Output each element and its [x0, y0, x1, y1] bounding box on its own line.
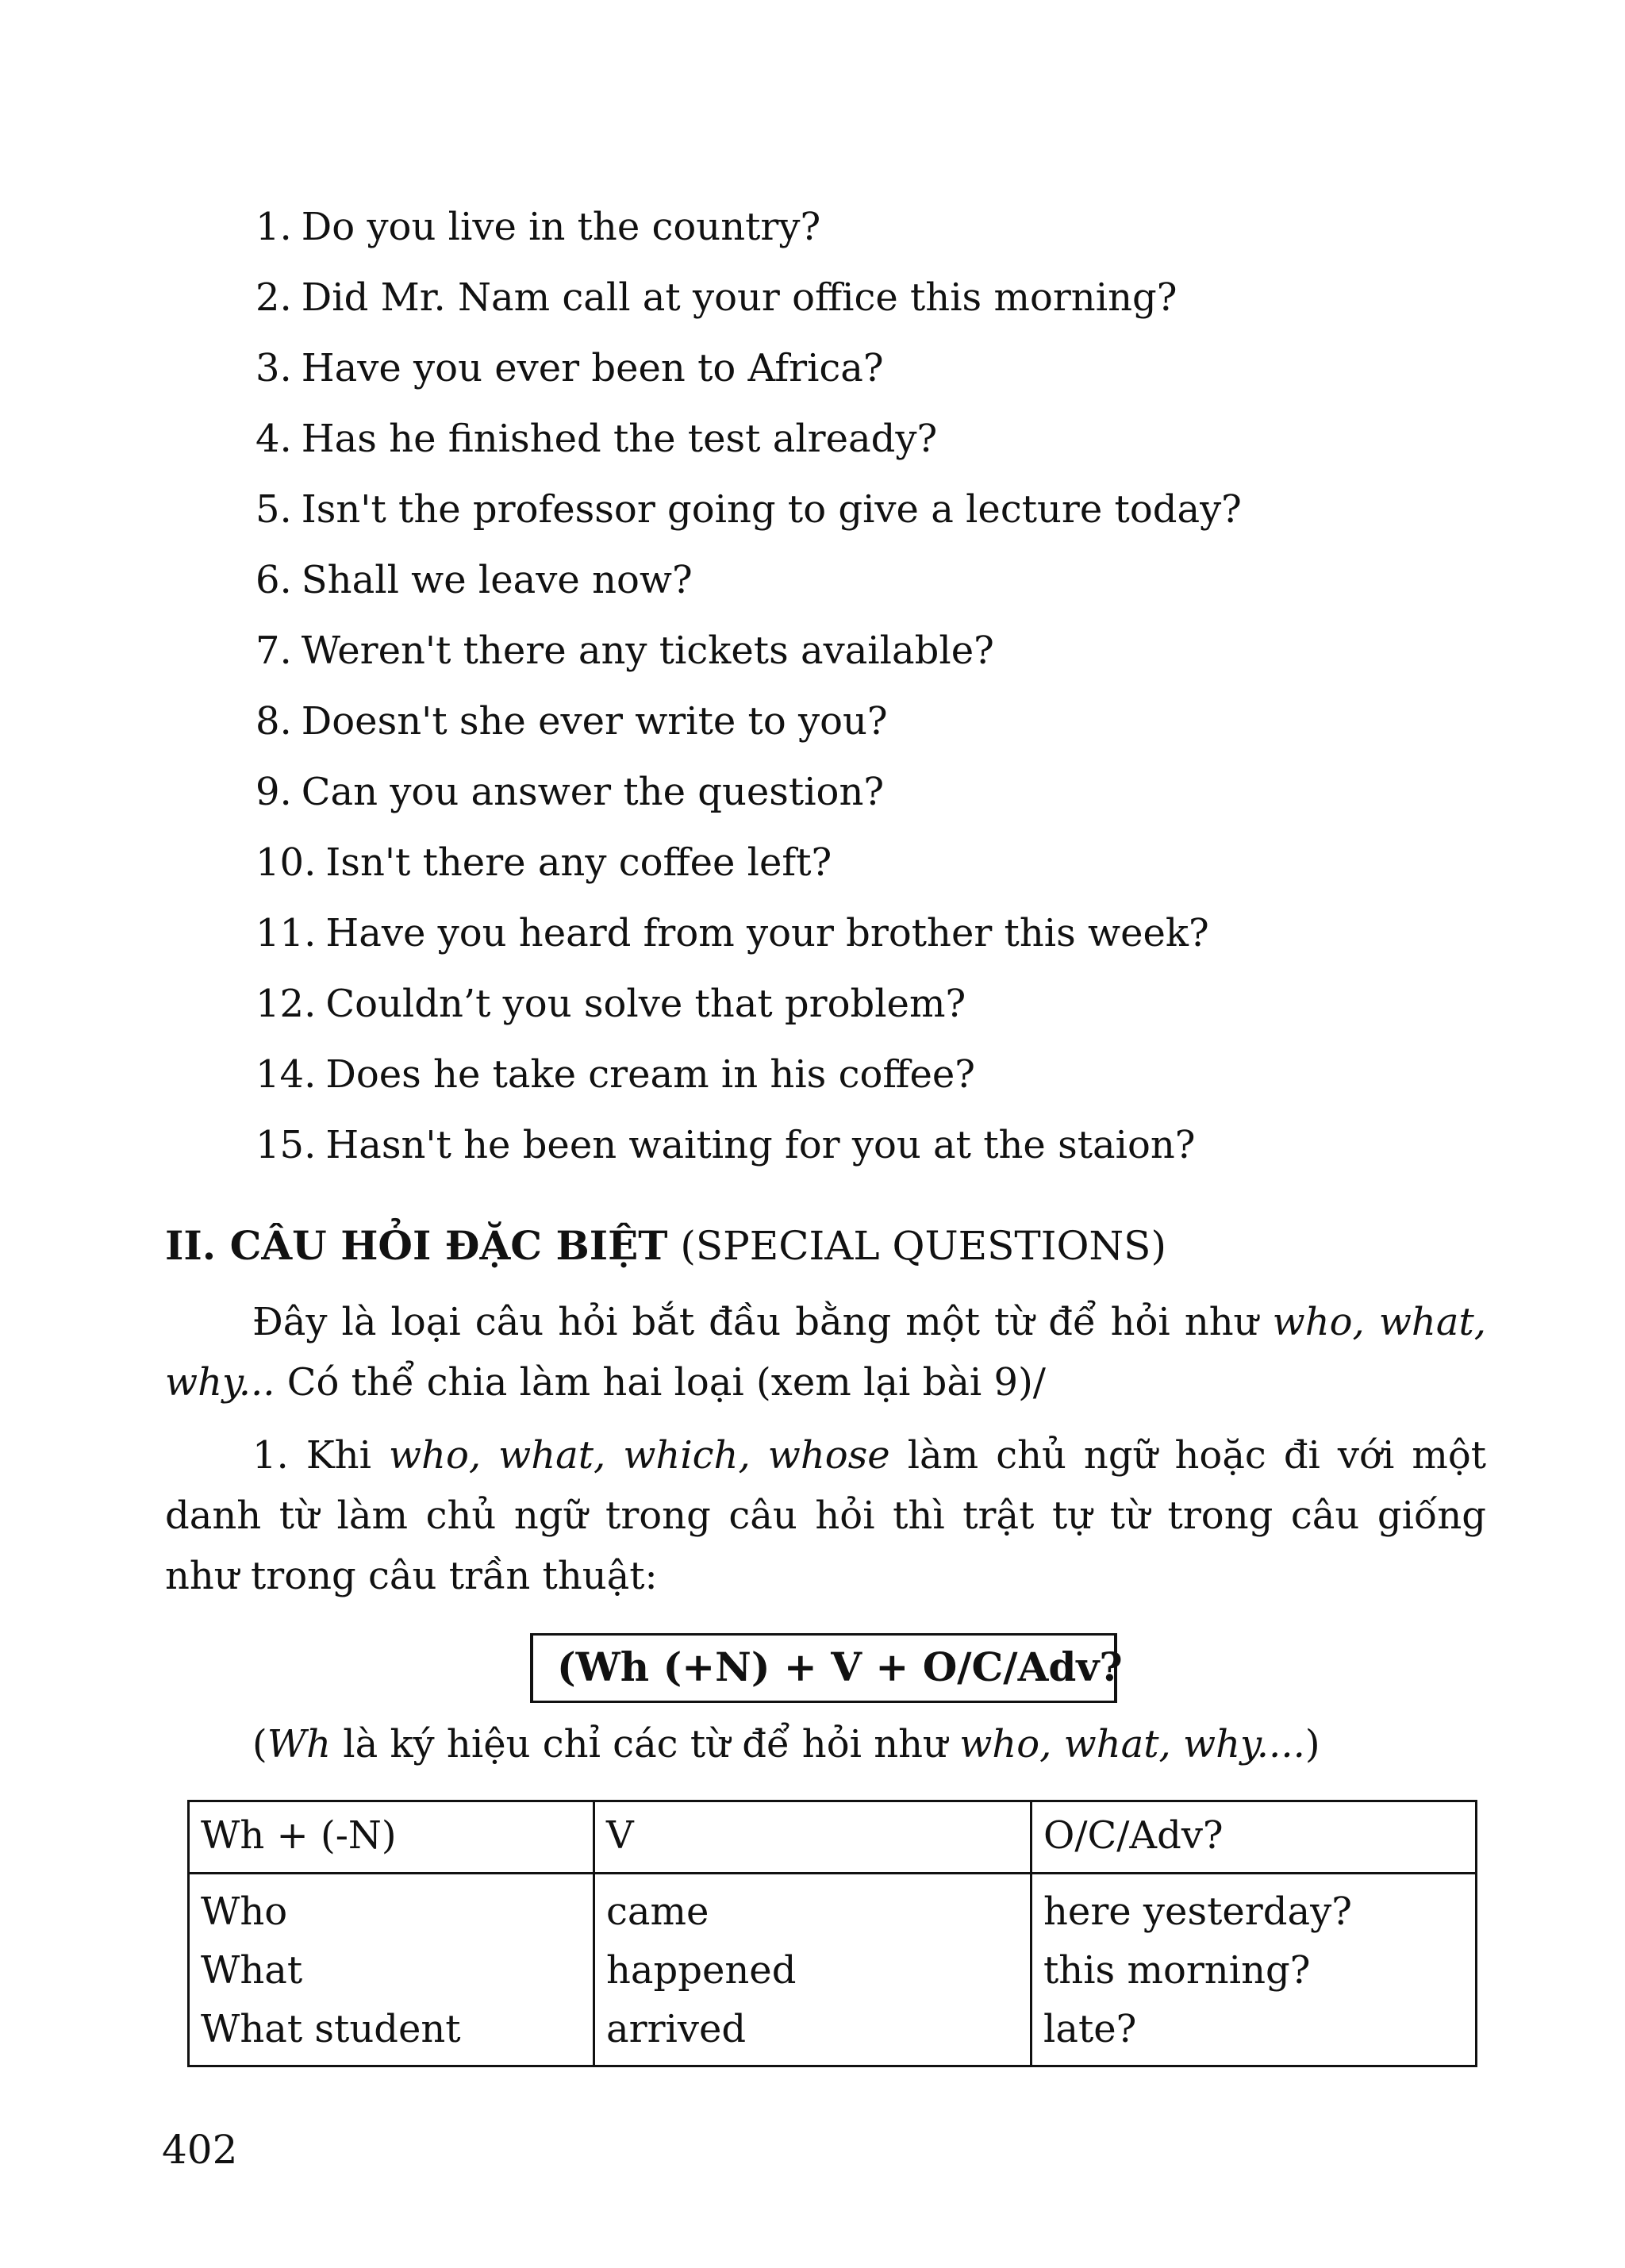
question-list — [255, 192, 1242, 1181]
item-number: 2. — [255, 275, 292, 320]
item-number: 4. — [255, 417, 292, 461]
cell-value: late? — [1043, 2007, 1137, 2051]
item-number: 15. — [255, 1123, 317, 1167]
list-item — [255, 828, 1242, 898]
note-text: ) — [1304, 1722, 1320, 1766]
section-heading-bold: II. CÂU HỎI ĐẶC BIỆT — [165, 1222, 668, 1269]
section-heading-rest: (SPECIAL QUESTIONS) — [667, 1223, 1166, 1269]
cell-value: came — [606, 1889, 709, 1934]
item-text: Isn't the professor going to give a lecture today? — [301, 487, 1242, 532]
paragraph-italic: who, what, which, whose — [388, 1433, 890, 1478]
item-number: 12. — [255, 982, 317, 1026]
item-number: 6. — [255, 558, 292, 602]
item-number: 3. — [255, 346, 292, 390]
list-item — [255, 475, 1242, 545]
cell-value: here yesterday? — [1043, 1889, 1352, 1934]
formula-text: (Wh (+N) + V + O/C/Adv? — [557, 1643, 1123, 1690]
cell-value: this morning? — [1043, 1948, 1311, 1993]
list-item — [255, 1040, 1242, 1110]
item-text: Can you answer the question? — [301, 770, 885, 814]
list-item — [255, 1110, 1242, 1181]
note-text: là ký hiệu chỉ các từ để hỏi như — [330, 1722, 960, 1766]
note-italic: Wh — [267, 1722, 331, 1766]
item-number: 9. — [255, 770, 292, 814]
list-item — [255, 404, 1242, 475]
item-number: 7. — [255, 629, 292, 673]
cell-value: What — [201, 1948, 303, 1993]
item-number: 8. — [255, 699, 292, 744]
list-item — [255, 898, 1242, 969]
item-text: Have you heard from your brother this week? — [325, 911, 1209, 955]
note-text: ( — [252, 1722, 267, 1766]
cell-value: arrived — [606, 2007, 747, 2051]
item-text: Isn't there any coffee left? — [325, 840, 832, 885]
formula-box — [530, 1633, 1123, 1703]
paragraph-text: Đây là loại câu hỏi bắt đầu bằng một từ để hỏi như — [252, 1300, 1273, 1344]
table-row — [189, 1874, 1477, 2066]
paragraph-italic: who, what, why... — [165, 1300, 1486, 1405]
table-cell — [1031, 1874, 1477, 2066]
list-item — [255, 333, 1242, 404]
list-item — [255, 192, 1242, 263]
list-item — [255, 757, 1242, 828]
intro-paragraph — [165, 1292, 1486, 1413]
item-text: Hasn't he been waiting for you at the staion? — [325, 1123, 1196, 1167]
item-text: Shall we leave now? — [301, 558, 693, 602]
item-text: Couldn’t you solve that problem? — [325, 982, 966, 1026]
item-text: Weren't there any tickets available? — [301, 629, 994, 673]
formula-note — [252, 1722, 1320, 1766]
item-number: 14. — [255, 1052, 317, 1097]
item-text: Does he take cream in his coffee? — [325, 1052, 975, 1097]
list-item — [255, 263, 1242, 333]
table-cell — [189, 1874, 594, 2066]
table-header-cell: V — [594, 1801, 1031, 1874]
example-table — [187, 1800, 1477, 2067]
list-item — [255, 545, 1242, 616]
section-heading — [165, 1222, 1166, 1269]
paragraph-text: 1. Khi — [252, 1433, 389, 1478]
list-item — [255, 969, 1242, 1040]
item-text: Do you live in the country? — [301, 205, 821, 249]
item-number: 10. — [255, 840, 317, 885]
item-number: 1. — [255, 205, 292, 249]
table-cell — [594, 1874, 1031, 2066]
rule-paragraph — [165, 1425, 1486, 1606]
cell-value: Who — [201, 1889, 288, 1934]
table-header-row — [189, 1801, 1477, 1874]
item-text: Has he finished the test already? — [301, 417, 938, 461]
cell-value: What student — [201, 2007, 461, 2051]
paragraph-text: Có thể chia làm hai loại (xem lại bài 9)/ — [275, 1360, 1046, 1405]
item-text: Have you ever been to Africa? — [301, 346, 884, 390]
item-text: Did Mr. Nam call at your office this morning? — [301, 275, 1177, 320]
page-number: 402 — [162, 2127, 238, 2173]
item-text: Doesn't she ever write to you? — [301, 699, 888, 744]
paragraph-text: làm chủ ngữ hoặc đi với một danh từ làm chủ ngữ trong câu hỏi thì trật tự từ trong câu giống như trong câu trần thuật: — [165, 1433, 1487, 1598]
list-item — [255, 686, 1242, 757]
note-italic: who, what, why.... — [959, 1722, 1305, 1766]
item-number: 11. — [255, 911, 317, 955]
cell-value: happened — [606, 1948, 797, 1993]
list-item — [255, 616, 1242, 686]
item-number: 5. — [255, 487, 292, 532]
table-header-cell: Wh + (-N) — [189, 1801, 594, 1874]
table-header-cell: O/C/Adv? — [1031, 1801, 1477, 1874]
